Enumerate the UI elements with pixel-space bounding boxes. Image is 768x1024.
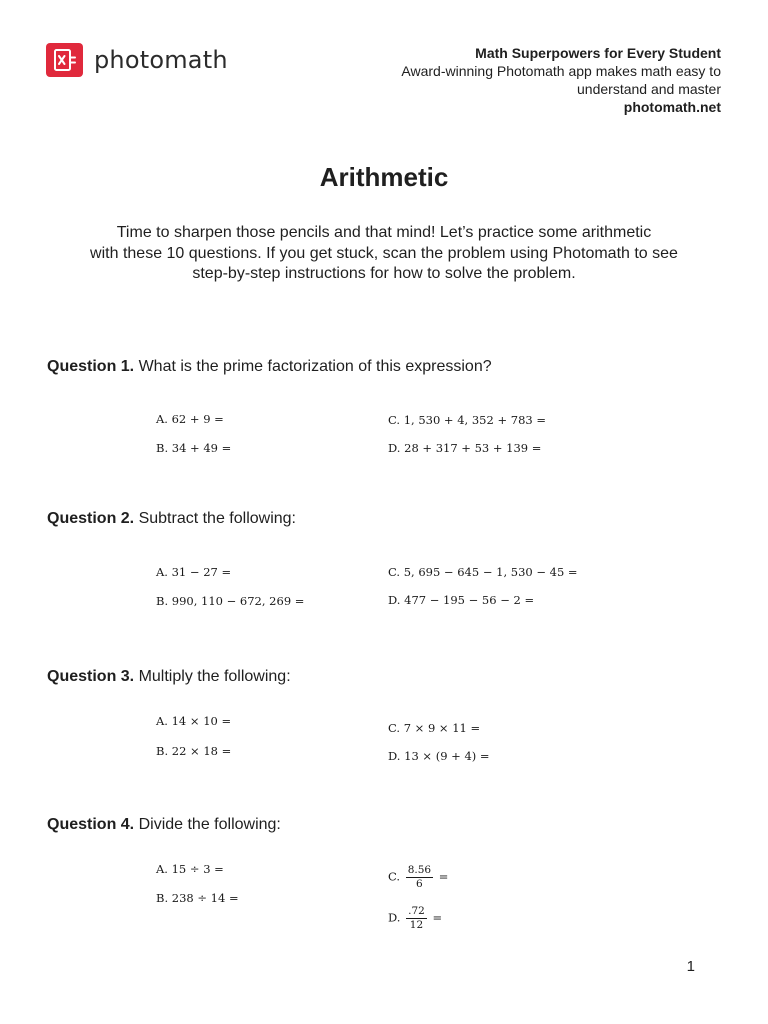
question-1-option-a: A. 62 + 9 = bbox=[156, 412, 224, 426]
intro-line1: Time to sharpen those pencils and that mind! Let’s practice some arithmetic bbox=[116, 224, 652, 241]
question-4-label: Question 4. bbox=[47, 816, 135, 833]
question-2-text: Subtract the following: bbox=[138, 510, 296, 527]
question-3-option-d: D. 13 × (9 + 4) = bbox=[388, 749, 490, 763]
question-4-text: Divide the following: bbox=[138, 816, 281, 833]
question-4-option-d-prefix: D. bbox=[388, 910, 401, 925]
question-2-option-d: D. 477 − 195 − 56 − 2 = bbox=[388, 593, 535, 607]
intro-paragraph bbox=[40, 223, 728, 285]
question-4-option-c-equals: = bbox=[438, 869, 449, 884]
photomath-logo bbox=[46, 43, 228, 77]
question-1 bbox=[47, 358, 492, 376]
question-1-text: What is the prime factorization of this expression? bbox=[138, 358, 492, 375]
question-4-option-c bbox=[388, 864, 448, 891]
question-1-option-d: D. 28 + 317 + 53 + 139 = bbox=[388, 441, 542, 455]
header-tagline: Math Superpowers for Every Student bbox=[475, 45, 721, 61]
question-3-option-a: A. 14 × 10 = bbox=[156, 714, 232, 728]
question-1-label: Question 1. bbox=[47, 358, 135, 375]
brand-name: photomath bbox=[94, 46, 228, 74]
question-4-option-b: B. 238 ÷ 14 = bbox=[156, 891, 239, 905]
intro-line2: with these 10 questions. If you get stuck, scan the problem using Photomath to see bbox=[90, 244, 678, 262]
question-4-option-c-denominator: 6 bbox=[416, 878, 423, 890]
page-number: 1 bbox=[686, 958, 695, 975]
question-4-option-d-fraction bbox=[406, 905, 427, 932]
question-4 bbox=[47, 816, 281, 834]
question-4-option-c-numerator: 8.56 bbox=[407, 864, 432, 876]
question-1-option-c: C. 1, 530 + 4, 352 + 783 = bbox=[388, 413, 546, 427]
question-4-option-d-equals: = bbox=[432, 910, 443, 925]
question-4-option-d-numerator: .72 bbox=[408, 905, 425, 917]
question-2-label: Question 2. bbox=[47, 510, 135, 527]
question-3-option-c: C. 7 × 9 × 11 = bbox=[388, 721, 481, 735]
intro-line3: step-by-step instructions for how to solve the problem. bbox=[192, 265, 576, 282]
question-3-label: Question 3. bbox=[47, 668, 135, 685]
question-4-option-c-prefix: C. bbox=[388, 869, 401, 884]
question-1-option-b: B. 34 + 49 = bbox=[156, 441, 232, 455]
question-4-option-d-denominator: 12 bbox=[409, 919, 424, 931]
question-2-option-b: B. 990, 110 − 672, 269 = bbox=[156, 594, 305, 608]
question-3-option-b: B. 22 × 18 = bbox=[156, 744, 232, 758]
question-4-option-a: A. 15 ÷ 3 = bbox=[156, 862, 224, 876]
header-subtitle-line2: understand and master bbox=[577, 81, 721, 97]
question-2 bbox=[47, 510, 296, 528]
question-3-text: Multiply the following: bbox=[138, 668, 291, 685]
header-subtitle-line1: Award-winning Photomath app makes math easy to bbox=[401, 63, 721, 79]
question-2-option-c: C. 5, 695 − 645 − 1, 530 − 45 = bbox=[388, 565, 578, 579]
page-title: Arithmetic bbox=[319, 162, 449, 192]
question-4-option-d bbox=[388, 905, 442, 932]
header-site-link[interactable]: photomath.net bbox=[623, 99, 721, 115]
header-info bbox=[341, 44, 721, 116]
question-3 bbox=[47, 668, 291, 686]
question-2-option-a: A. 31 − 27 = bbox=[156, 565, 232, 579]
photomath-logo-icon bbox=[46, 43, 83, 77]
question-4-option-c-fraction bbox=[406, 864, 433, 891]
